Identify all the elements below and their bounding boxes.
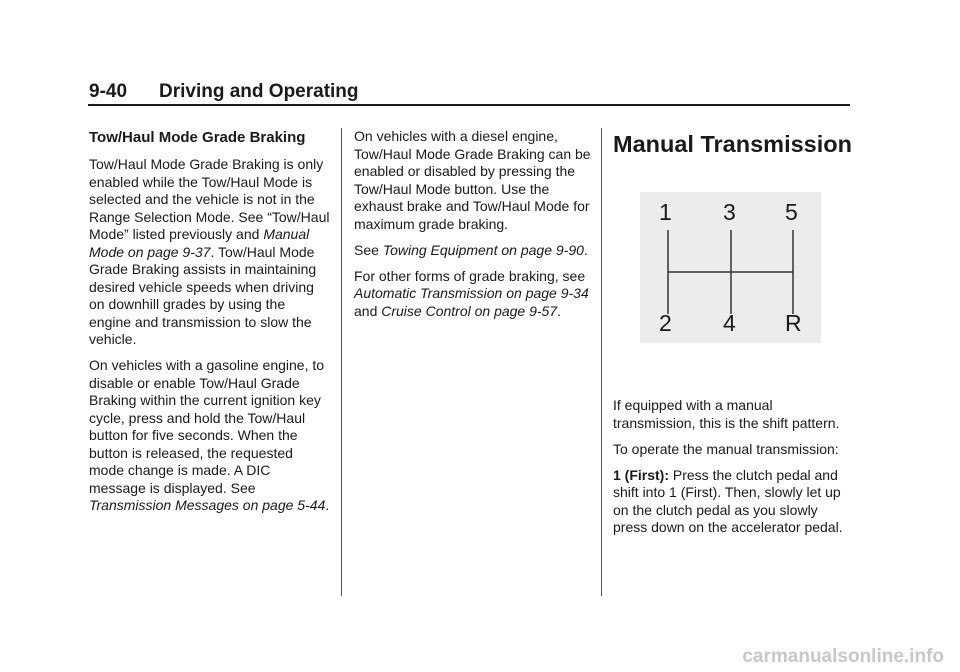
paragraph: If equipped with a manual transmission, this is the shift pattern.: [613, 397, 840, 431]
cross-reference-link[interactable]: Towing Equipment on page 9-90: [382, 241, 584, 258]
page-header: [89, 80, 359, 104]
paragraph: [613, 467, 855, 537]
column-2: [354, 128, 596, 329]
paragraph: To operate the manual transmission:: [613, 440, 839, 457]
watermark: carmanualsonline.info: [742, 646, 944, 667]
gear-label-4: 4: [723, 310, 736, 336]
column-divider: [601, 128, 602, 596]
page-number: 9-40: [89, 81, 128, 102]
text: .: [557, 302, 562, 319]
paragraph: [354, 268, 596, 321]
shift-pattern-svg: [640, 192, 821, 343]
tow-haul-heading: Tow/Haul Mode Grade Braking: [89, 129, 306, 146]
paragraph: On vehicles with a diesel engine, Tow/Haul Mode Grade Braking can be enabled or disabled by pressing the Tow/Haul Mode button. Use the exhaust brake and Tow/Haul Mode for maximum grade braking.: [354, 128, 591, 232]
text: For other forms of grade braking, see: [354, 267, 586, 284]
shift-pattern-diagram: [640, 192, 821, 343]
cross-reference-link[interactable]: Transmission Messages on page 5-44: [89, 497, 326, 513]
column-divider: [341, 128, 342, 596]
text: .: [325, 497, 330, 513]
manual-text-block: [613, 397, 855, 537]
column-1: [89, 128, 331, 523]
gear-label-5: 5: [785, 199, 798, 225]
text: .: [583, 241, 588, 258]
paragraph: [354, 242, 596, 260]
gear-label-1: 1: [659, 199, 672, 225]
gear-label-2: 2: [659, 310, 672, 336]
section-title: Driving and Operating: [159, 81, 359, 102]
manual-transmission-heading: Manual Transmission: [613, 131, 852, 157]
text: Press the clutch pedal and shift into 1 (First). Then, slowly let up on the clutch pedal as you slowly press down on the accelerator pedal.: [613, 466, 843, 535]
text: Tow/Haul Mode Grade Braking is only enabled while the Tow/Haul Mode is selected and the vehicle is not in the Range Selection Mode. See “Tow/Haul Mode” listed previously and: [89, 156, 330, 242]
text: See: [354, 241, 383, 258]
cross-reference-link[interactable]: Manual Mode on page 9-37: [89, 226, 310, 260]
cross-reference-link[interactable]: Cruise Control on page 9-57: [381, 302, 558, 319]
text: On vehicles with a gasoline engine, to disable or enable Tow/Haul Grade Braking within the current ignition key cycle, press and hold the Tow/Haul button for five seconds. When the button is released, the requested mode change is made. A DIC message is displayed. See: [89, 357, 325, 496]
header-rule: [88, 104, 850, 106]
cross-reference-link[interactable]: Automatic Transmission on page 9-34: [354, 285, 589, 301]
text: . Tow/Haul Mode Grade Braking assists in maintaining desired vehicle speeds when driving on downhill grades by using the engine and transmission to slow the vehicle.: [89, 243, 317, 347]
paragraph: [89, 156, 331, 349]
gear-label-r: R: [785, 310, 802, 336]
text: and: [354, 302, 382, 319]
gear-label-3: 3: [723, 199, 736, 225]
gear-term: 1 (First):: [613, 466, 669, 483]
paragraph: [89, 357, 331, 515]
